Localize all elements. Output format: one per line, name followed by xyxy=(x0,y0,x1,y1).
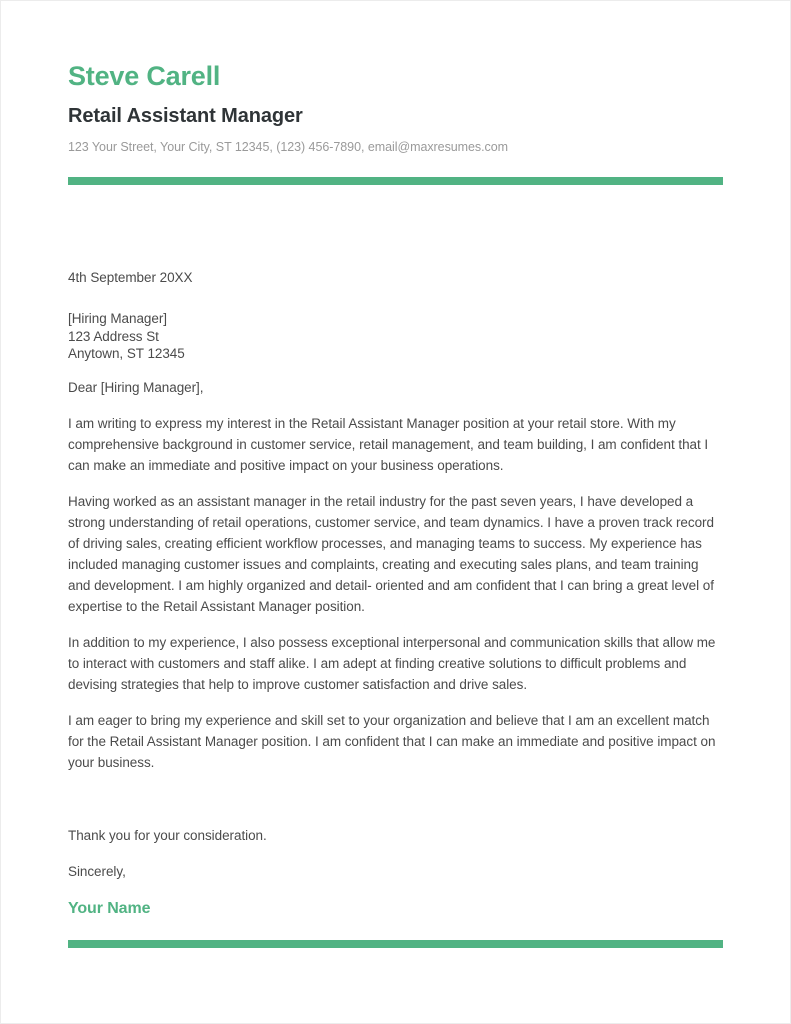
letter-paragraph-3: In addition to my experience, I also possess exceptional interpersonal and communication skills that allow me to interact with customers and staff alike. I am adept at finding creative solutions to difficult problems and devising strategies that help to improve customer satisfaction and drive sales. xyxy=(68,634,716,692)
recipient-name: [Hiring Manager] xyxy=(68,311,167,326)
footer-accent-rule xyxy=(68,940,723,948)
letter-sign-off: Sincerely, xyxy=(68,863,126,879)
recipient-city-state-zip: Anytown, ST 12345 xyxy=(68,346,185,361)
letter-content-column xyxy=(68,1,723,920)
letter-salutation: Dear [Hiring Manager], xyxy=(68,379,204,395)
recipient-street: 123 Address St xyxy=(68,328,159,344)
letter-body xyxy=(68,185,723,920)
letter-thanks: Thank you for your consideration. xyxy=(68,827,267,843)
letter-paragraph-2: Having worked as an assistant manager in the retail industry for the past seven years, I have developed a strong understanding of retail operations, customer service, and team dynamics. I have a proven track record of driving sales, creating efficient workflow processes, and managing teams to success. My experience has included managing customer issues and complaints, creating and executing sales plans, and team training and development. I am highly organized and detail- oriented and am confident that I can bring a great level of expertise to the Retail Assistant Manager position. xyxy=(68,493,714,614)
header-accent-rule xyxy=(68,177,723,185)
applicant-name: Steve Carell xyxy=(68,61,221,91)
applicant-contact-line: 123 Your Street, Your City, ST 12345, (123) 456-7890, email@maxresumes.com xyxy=(68,140,509,154)
closing-spacer xyxy=(68,788,723,825)
letter-signature-name: Your Name xyxy=(68,899,151,917)
recipient-address-block xyxy=(68,310,723,377)
applicant-job-title: Retail Assistant Manager xyxy=(68,105,303,127)
letter-paragraph-4: I am eager to bring my experience and skill set to your organization and believe that I am an excellent match for the Retail Assistant Manager position. I am confident that I can make an immediate and positive impact on your business. xyxy=(68,712,716,770)
letter-paragraph-1: I am writing to express my interest in the Retail Assistant Manager position at your retail store. With my comprehensive background in customer service, retail management, and team building, I am confident that I can make an immediate and positive impact on your business operations. xyxy=(68,415,709,473)
letter-date: 4th September 20XX xyxy=(68,270,193,285)
letter-header xyxy=(68,1,723,156)
